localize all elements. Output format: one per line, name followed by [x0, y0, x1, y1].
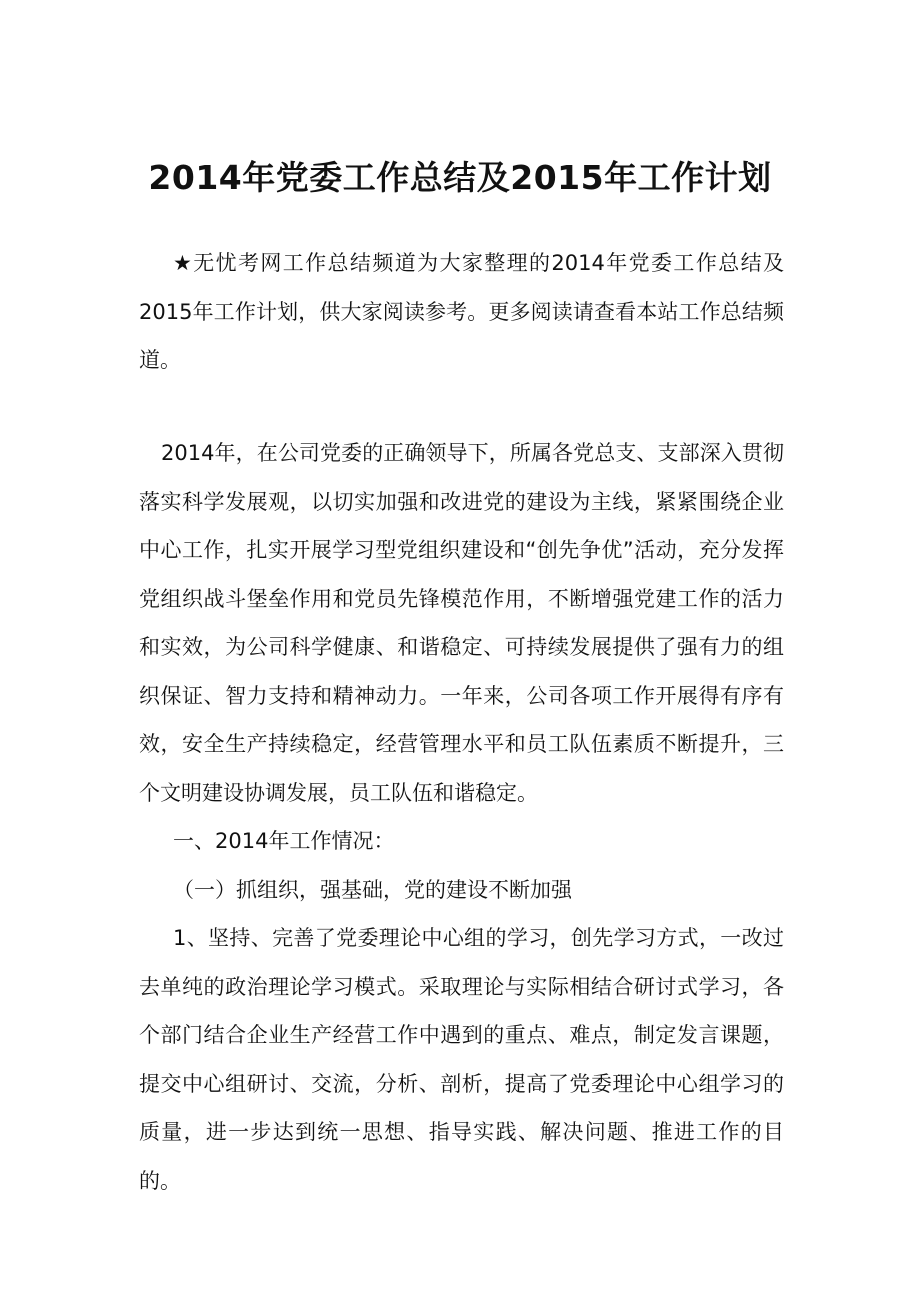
body-paragraph: 2014年，在公司党委的正确领导下，所属各党总支、支部深入贯彻落实科学发展观，以切实加强和改进党的建设为主线，紧紧围绕企业中心工作，扎实开展学习型党组织建设和“创先争优”活动，充分发挥党组织战斗堡垒作用和党员先锋模范作用，不断增强党建工作的活力和实效，为公司科学健康、和谐稳定、可持续发展提供了强有力的组织保证、智力支持和精神动力。一年来，公司各项工作开展得有序有效，安全生产持续稳定，经营管理水平和员工队伍素质不断提升，三个文明建设协调发展，员工队伍和谐稳定。: [139, 441, 784, 805]
intro-paragraph: ★无忧考网工作总结频道为大家整理的2014年党委工作总结及2015年工作计划，供大家阅读参考。更多阅读请查看本站工作总结频道。: [139, 251, 784, 372]
document-body: [139, 429, 784, 1205]
body-paragraph: 1、坚持、完善了党委理论中心组的学习，创先学习方式，一改过去单纯的政治理论学习模式。采取理论与实际相结合研讨式学习，各个部门结合企业生产经营工作中遇到的重点、难点，制定发言课题，提交中心组研讨、交流，分析、剖析，提高了党委理论中心组学习的质量，进一步达到统一思想、指导实践、解决问题、推进工作的目的。: [139, 926, 784, 1193]
section-heading: 一、2014年工作情况：: [173, 829, 395, 853]
document-title: 2014年党委工作总结及2015年工作计划: [148, 158, 772, 197]
subsection-heading: （一）抓组织，强基础，党的建设不断加强: [173, 877, 572, 902]
